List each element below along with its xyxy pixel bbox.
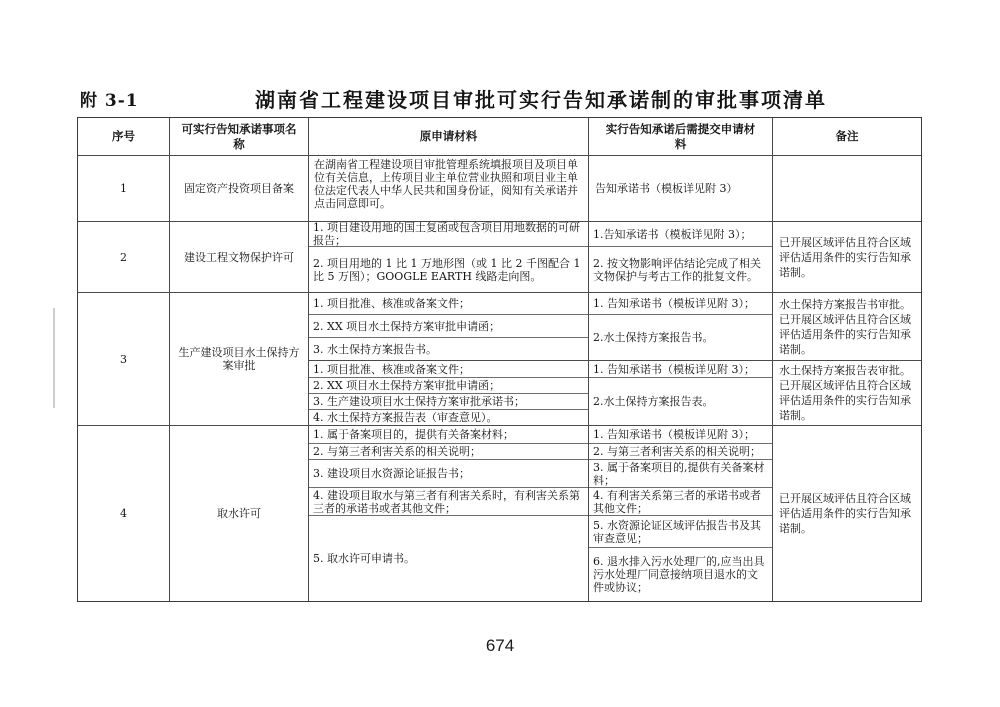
- document-title-row: [0, 84, 1000, 112]
- header-remarks: 备注: [835, 129, 859, 143]
- material-item: 4. 建设项目取水与第三者有利害关系时，有利害关系第三者的承诺书或者其他文件；: [309, 488, 588, 516]
- submit-cell: [589, 222, 773, 292]
- serial-cell: 4: [78, 426, 170, 601]
- material-item: 5. 取水许可申请书。: [313, 551, 415, 565]
- submit-cell: [589, 293, 773, 360]
- submit-item: 2.水土保持方案报告书。: [593, 331, 714, 344]
- materials-cell: [309, 361, 589, 425]
- material-item: 1. 属于备案项目的，提供有关备案材料；: [309, 426, 588, 444]
- submit-item: 1. 告知承诺书（模板详见附 3）；: [589, 426, 772, 444]
- table-row: [78, 156, 921, 222]
- submit-item: 2. 与第三者利害关系的相关说明；: [589, 444, 772, 460]
- submit-item: 1.告知承诺书（模板详见附 3）；: [589, 222, 772, 247]
- header-original-materials: 原申请材料: [309, 118, 589, 155]
- approval-items-table: [77, 117, 922, 602]
- table-row: [78, 426, 921, 601]
- material-item: 1. 项目建设用地的国土复函或包含项目用地数据的可研报告；: [309, 222, 588, 247]
- material-item: 3. 建设项目水资源论证报告书；: [309, 460, 588, 488]
- submit-cell: 告知承诺书（模板详见附 3）: [589, 156, 773, 221]
- remark-cell: 水土保持方案报告书审批。已开展区域评估且符合区域评估适用条件的实行告知承诺制。: [779, 297, 911, 356]
- serial-cell: 3: [78, 293, 170, 425]
- material-item: 2. XX 项目水土保持方案审批申请函；: [309, 315, 588, 338]
- serial-cell: 2: [78, 222, 170, 292]
- table-header-row: [78, 118, 921, 156]
- remark-cell: 水土保持方案报告表审批。已开展区域评估且符合区域评估适用条件的实行告知承诺制。: [779, 364, 911, 422]
- item-name-cell: 取水许可: [170, 426, 309, 601]
- header-serial: 序号: [78, 118, 170, 155]
- materials-cell: [309, 222, 589, 292]
- serial-cell: 1: [78, 156, 170, 221]
- submit-cell: [589, 361, 773, 425]
- table-row: [78, 293, 921, 426]
- item-name-cell: 固定资产投资项目备案: [170, 156, 309, 221]
- material-item: 1. 项目批准、核准或备案文件；: [309, 293, 588, 315]
- submit-cell: [589, 426, 773, 601]
- submit-item: 2.水土保持方案报告表。: [593, 395, 714, 408]
- row-subgroups: [309, 293, 921, 425]
- row-group-report-book: [309, 293, 921, 361]
- material-item: 2. 与第三者利害关系的相关说明；: [309, 444, 588, 460]
- materials-cell: [309, 293, 589, 360]
- material-item: 2. 项目用地的 1 比 1 万地形图（或 1 比 2 千图配合 1 比 5 万图）；GOOGLE EARTH 线路走向图。: [313, 256, 581, 283]
- header-submit-materials: 实行告知承诺后需提交申请材料: [589, 118, 773, 155]
- materials-cell: 在湖南省工程建设项目审批管理系统填报项目及项目单位有关信息，上传项目业主单位营业执照和项目业主单位法定代表人中华人民共和国身份证，阅知有关承诺并点击同意即可。: [309, 156, 589, 221]
- material-item: 2. XX 项目水土保持方案审批申请函；: [309, 378, 588, 394]
- page-title: 湖南省工程建设项目审批可实行告知承诺制的审批事项清单: [255, 88, 827, 112]
- remark-cell: 已开展区域评估且符合区域评估适用条件的实行告知承诺制。: [779, 235, 911, 279]
- row-group-report-form: [309, 361, 921, 425]
- remark-cell: [773, 156, 921, 221]
- submit-item: 1. 告知承诺书（模板详见附 3）；: [589, 293, 772, 315]
- submit-item: 2. 按文物影响评估结论完成了相关文物保护与考古工作的批复文件。: [593, 256, 761, 283]
- material-item: 4. 水土保持方案报告表（审查意见）。: [313, 411, 498, 424]
- material-item: 1. 项目批准、核准或备案文件；: [309, 361, 588, 378]
- remark-cell: 已开展区域评估且符合区域评估适用条件的实行告知承诺制。: [779, 492, 911, 535]
- material-item: 3. 生产建设项目水土保持方案审批承诺书；: [309, 394, 588, 410]
- item-name-cell: 生产建设项目水土保持方案审批: [170, 293, 309, 425]
- item-name-cell: 建设工程文物保护许可: [170, 222, 309, 292]
- submit-item: 5. 水资源论证区域评估报告书及其审查意见；: [589, 516, 772, 548]
- submit-item: 4. 有利害关系第三者的承诺书或者其他文件；: [589, 488, 772, 516]
- submit-item: 3. 属于备案项目的,提供有关备案材料；: [589, 460, 772, 488]
- header-item-name: 可实行告知承诺事项名称: [170, 118, 309, 155]
- submit-item: 6. 退水排入污水处理厂的,应当出具污水处理厂同意接纳项目退水的文件或协议；: [593, 554, 765, 594]
- attachment-label: 附 3-1: [80, 91, 139, 111]
- materials-cell: [309, 426, 589, 601]
- left-margin-mark: [53, 308, 55, 408]
- material-item: 3. 水土保持方案报告书。: [313, 342, 437, 356]
- submit-item: 1. 告知承诺书（模板详见附 3）；: [589, 361, 772, 378]
- table-row: [78, 222, 921, 293]
- page-number: 674: [485, 636, 515, 655]
